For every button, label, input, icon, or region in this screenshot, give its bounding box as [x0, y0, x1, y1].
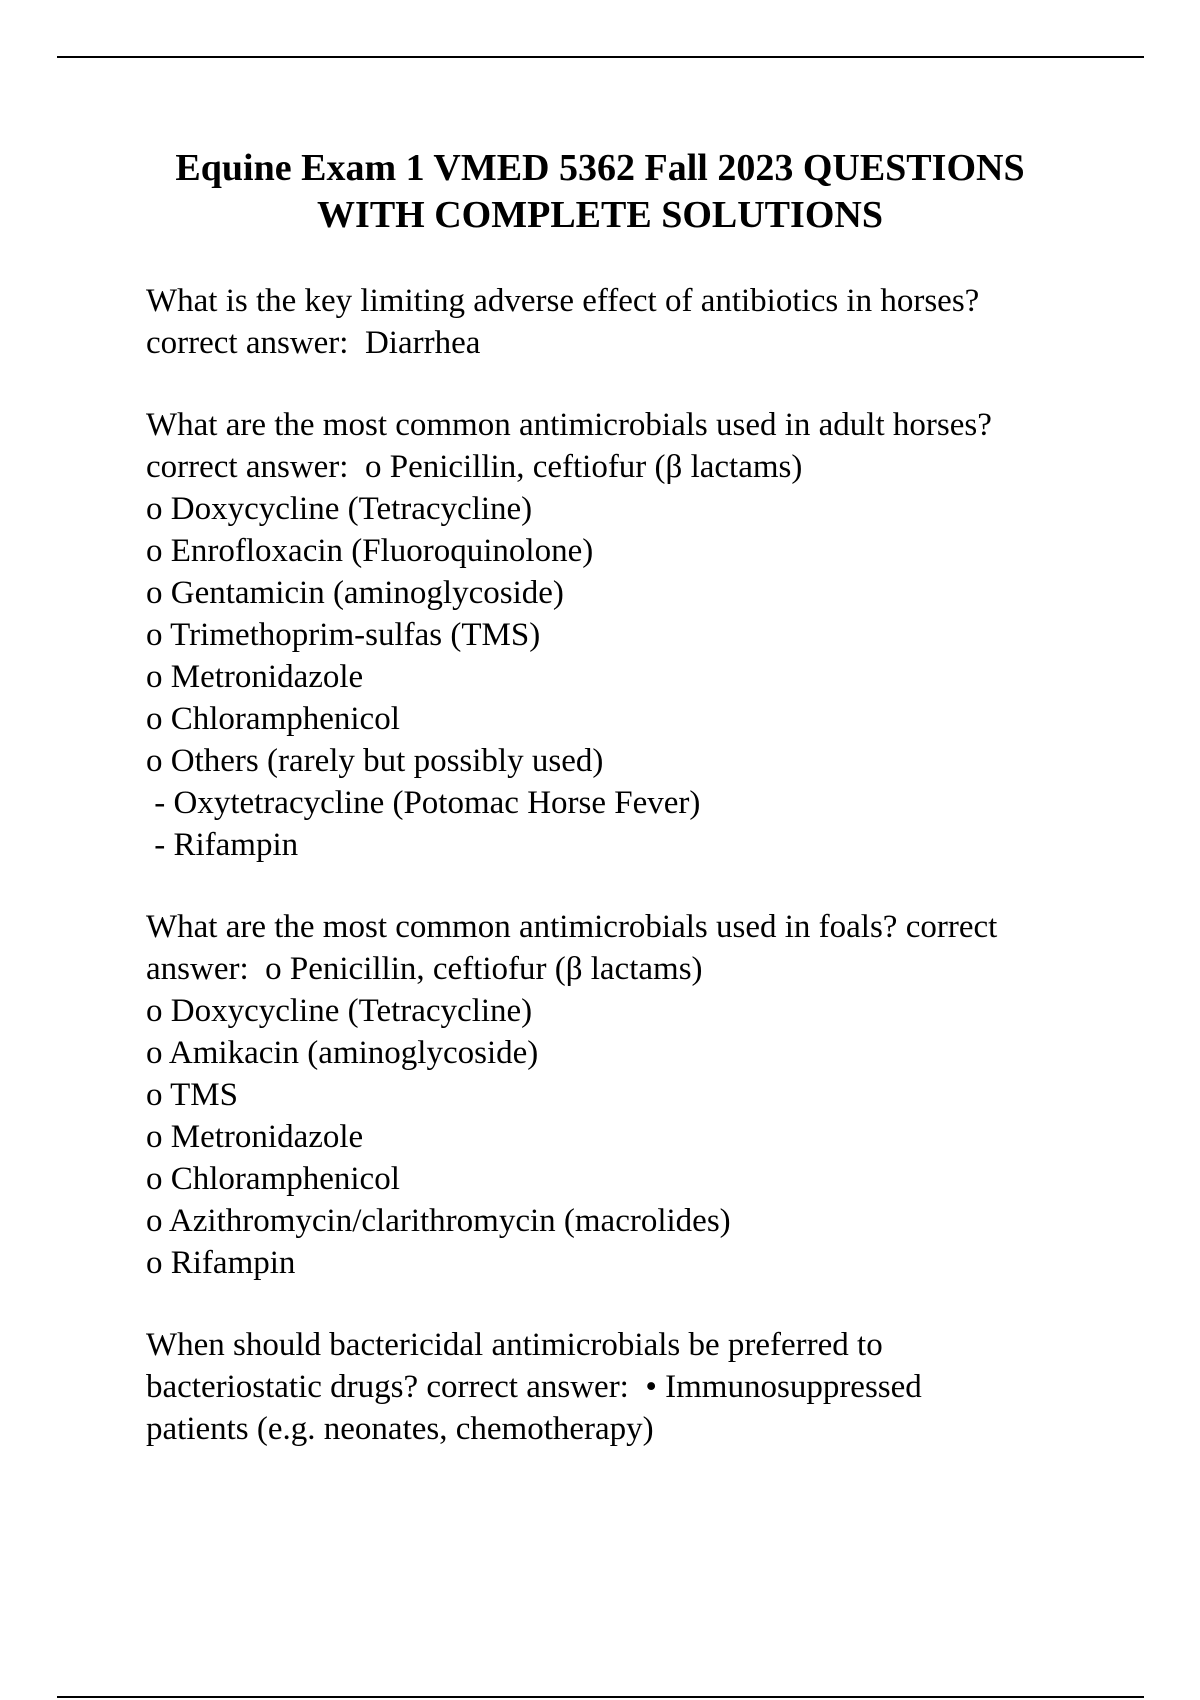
answer-list-item: o Doxycycline (Tetracycline) — [146, 993, 533, 1029]
question-text: When should bactericidal antimicrobials be preferred to — [146, 1327, 883, 1363]
answer-list-item: o Rifampin — [146, 1245, 296, 1281]
answer-text: correct answer: o Penicillin, ceftiofur (β lactams) — [146, 449, 803, 485]
answer-list-item: o Metronidazole — [146, 1119, 364, 1155]
answer-text: correct answer: Diarrhea — [146, 325, 481, 361]
question-text: What is the key limiting adverse effect of antibiotics in horses? — [146, 283, 980, 319]
answer-sub-item: - Oxytetracycline (Potomac Horse Fever) — [146, 785, 701, 821]
answer-list-item: o Doxycycline (Tetracycline) — [146, 491, 533, 527]
title-line: WITH COMPLETE SOLUTIONS — [317, 194, 883, 236]
document-body — [146, 280, 1146, 1450]
qa-item-2 — [146, 404, 1146, 866]
qa-item-3 — [146, 906, 1146, 1284]
answer-list-item: o Chloramphenicol — [146, 701, 400, 737]
question-text: bacteriostatic drugs? correct answer: • Immunosuppressed — [146, 1369, 922, 1405]
top-divider — [57, 56, 1144, 58]
answer-list-item: o Trimethoprim-sulfas (TMS) — [146, 617, 541, 653]
answer-list-item: o Amikacin (aminoglycoside) — [146, 1035, 539, 1071]
answer-list-item: o Others (rarely but possibly used) — [146, 743, 604, 779]
answer-text: patients (e.g. neonates, chemotherapy) — [146, 1411, 654, 1447]
answer-sub-item: - Rifampin — [146, 827, 299, 863]
qa-item-1 — [146, 280, 1146, 364]
answer-list-item: o Gentamicin (aminoglycoside) — [146, 575, 564, 611]
answer-list-item: o TMS — [146, 1077, 239, 1113]
question-text: What are the most common antimicrobials used in adult horses? — [146, 407, 992, 443]
answer-list-item: o Azithromycin/clarithromycin (macrolides) — [146, 1203, 731, 1239]
answer-text: answer: o Penicillin, ceftiofur (β lactams) — [146, 951, 703, 987]
answer-list-item: o Chloramphenicol — [146, 1161, 400, 1197]
question-text: What are the most common antimicrobials used in foals? correct — [146, 909, 998, 945]
bottom-divider — [57, 1696, 1144, 1698]
title-line: Equine Exam 1 VMED 5362 Fall 2023 QUESTIONS — [175, 147, 1025, 189]
answer-list-item: o Metronidazole — [146, 659, 364, 695]
answer-list-item: o Enrofloxacin (Fluoroquinolone) — [146, 533, 594, 569]
qa-item-4 — [146, 1324, 1146, 1450]
document-title — [100, 145, 1100, 239]
